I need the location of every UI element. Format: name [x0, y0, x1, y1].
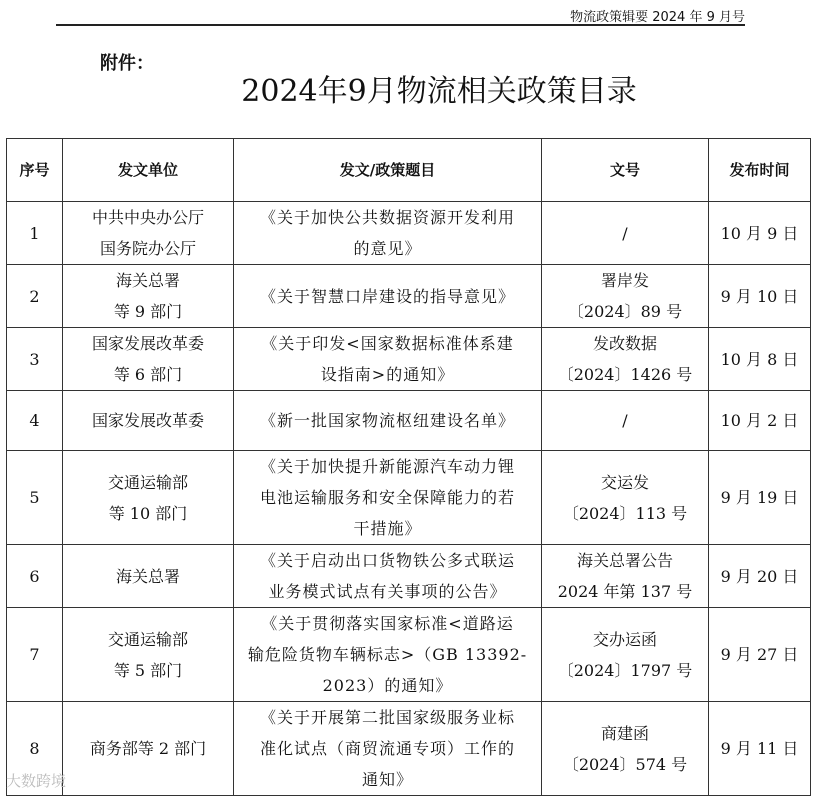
issuer-line: 等 10 部门 [108, 503, 188, 523]
title-line: 《关于智慧口岸建设的指导意见》 [259, 286, 515, 306]
cell-title [234, 545, 542, 608]
docno-line: 交运发 [600, 472, 649, 492]
title-line: 《新一批国家物流枢纽建设名单》 [259, 411, 515, 430]
cell-no: 2 [7, 265, 63, 328]
cell-docno [542, 391, 709, 451]
title-line: 2023）的通知》 [322, 676, 453, 695]
cell-docno [542, 328, 709, 391]
running-header: 物流政策辑要 2024 年 9 月号 [570, 10, 745, 25]
cell-date: 10 月 8 日 [709, 328, 811, 391]
docno-line: 海关总署公告 [576, 551, 673, 570]
cell-date: 10 月 9 日 [709, 202, 811, 265]
title-line: 的意见》 [353, 239, 422, 258]
cell-docno [542, 702, 709, 796]
docno-line: 交办运函 [592, 629, 657, 649]
column-header-title: 发文/政策题目 [234, 139, 542, 202]
cell-title [234, 608, 542, 702]
title-line: 业务模式试点有关事项的公告》 [268, 582, 507, 601]
cell-issuer [63, 265, 234, 328]
issuer-line: 商务部等 2 部门 [89, 739, 207, 758]
title-line: 《关于加快公共数据资源开发利用 [259, 208, 515, 227]
column-header-docno: 文号 [542, 139, 709, 202]
title-line: 输危险货物车辆标志>（GB 13392- [247, 645, 528, 664]
title-line: 《关于印发<国家数据标准体系建 [261, 334, 514, 353]
docno-line: / [622, 411, 628, 430]
cell-date: 9 月 19 日 [709, 451, 811, 545]
cell-title [234, 391, 542, 451]
header-rule [56, 24, 745, 26]
cell-title [234, 702, 542, 796]
cell-no: 8 [7, 702, 63, 796]
docno-line: 商建函 [600, 723, 649, 743]
table-row [7, 608, 811, 702]
docno-line: 〔2024〕89 号 [567, 302, 683, 321]
title-line: 准化试点（商贸流通专项）工作的 [259, 739, 515, 758]
cell-title [234, 451, 542, 545]
cell-docno [542, 545, 709, 608]
column-header-date: 发布时间 [709, 139, 811, 202]
issuer-line: 等 6 部门 [113, 365, 183, 384]
cell-date: 10 月 2 日 [709, 391, 811, 451]
issuer-line: 等 5 部门 [113, 660, 183, 680]
attachment-label: 附件： [100, 53, 154, 74]
cell-docno [542, 451, 709, 545]
docno-line: 〔2024〕1797 号 [557, 660, 693, 680]
docno-line: 〔2024〕1426 号 [557, 365, 693, 384]
cell-issuer [63, 451, 234, 545]
table-body [7, 202, 811, 796]
docno-line: / [622, 223, 628, 243]
title-line: 通知》 [361, 770, 413, 789]
title-line: 干措施》 [353, 519, 422, 538]
issuer-line: 海关总署 [115, 566, 180, 586]
docno-line: 〔2024〕574 号 [562, 754, 688, 774]
cell-no: 3 [7, 328, 63, 391]
cell-date: 9 月 10 日 [709, 265, 811, 328]
column-header-no: 序号 [7, 139, 63, 202]
issuer-line: 国家发展改革委 [91, 411, 204, 430]
cell-title [234, 328, 542, 391]
title-line: 《关于开展第二批国家级服务业标 [259, 708, 515, 727]
cell-no: 6 [7, 545, 63, 608]
cell-date: 9 月 27 日 [709, 608, 811, 702]
issuer-line: 中共中央办公厅 [91, 208, 204, 227]
cell-issuer [63, 545, 234, 608]
title-line: 《关于启动出口货物铁公多式联运 [259, 551, 515, 570]
table-row [7, 451, 811, 545]
column-header-issuer: 发文单位 [63, 139, 234, 202]
policy-table [6, 138, 811, 796]
issuer-line: 交通运输部 [107, 472, 188, 492]
document-title: 2024年9月物流相关政策目录 [241, 74, 637, 109]
title-line: 设指南>的通知》 [320, 365, 455, 384]
docno-line: 〔2024〕113 号 [562, 503, 688, 523]
cell-title [234, 265, 542, 328]
cell-issuer [63, 328, 234, 391]
docno-line: 署岸发 [600, 271, 649, 290]
table-row [7, 702, 811, 796]
table-row [7, 265, 811, 328]
table-row [7, 202, 811, 265]
cell-date: 9 月 11 日 [709, 702, 811, 796]
cell-docno [542, 202, 709, 265]
cell-issuer [63, 608, 234, 702]
cell-no: 7 [7, 608, 63, 702]
watermark: 大数跨境 [6, 772, 67, 790]
cell-no: 5 [7, 451, 63, 545]
cell-issuer [63, 702, 234, 796]
table-header-row [7, 139, 811, 202]
cell-title [234, 202, 542, 265]
title-line: 《关于加快提升新能源汽车动力锂 [259, 457, 515, 476]
cell-issuer [63, 391, 234, 451]
issuer-line: 海关总署 [115, 271, 180, 290]
issuer-line: 国家发展改革委 [91, 334, 204, 353]
issuer-line: 国务院办公厅 [99, 239, 196, 258]
title-line: 电池运输服务和安全保障能力的若 [259, 488, 515, 507]
title-line: 《关于贯彻落实国家标准<道路运 [261, 614, 514, 633]
issuer-line: 等 9 部门 [113, 302, 183, 321]
cell-issuer [63, 202, 234, 265]
docno-line: 发改数据 [592, 334, 657, 353]
table-row [7, 391, 811, 451]
cell-no: 1 [7, 202, 63, 265]
docno-line: 2024 年第 137 号 [557, 582, 693, 601]
cell-no: 4 [7, 391, 63, 451]
table-row [7, 328, 811, 391]
cell-docno [542, 265, 709, 328]
issuer-line: 交通运输部 [107, 629, 188, 649]
cell-docno [542, 608, 709, 702]
table-row [7, 545, 811, 608]
cell-date: 9 月 20 日 [709, 545, 811, 608]
